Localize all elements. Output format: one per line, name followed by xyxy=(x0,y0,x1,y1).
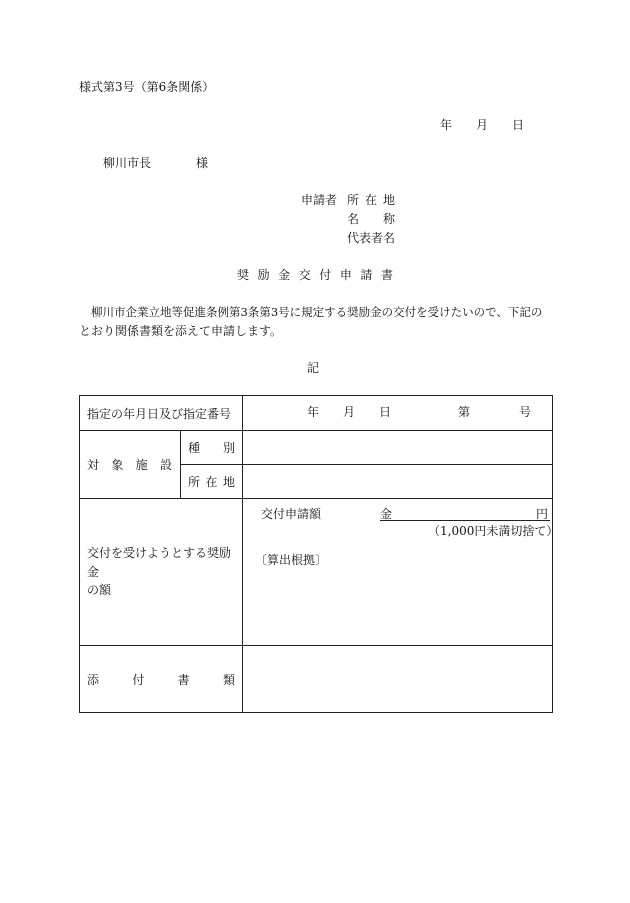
name-label: 名 称 xyxy=(347,212,395,226)
form-number: 様式第3号（第6条関係） xyxy=(79,80,215,94)
date-month-label: 月 xyxy=(476,118,489,132)
amount-label: 交付申請額 xyxy=(261,507,322,521)
addressee-name: 柳川市長 xyxy=(103,156,152,170)
designation-value xyxy=(243,396,552,430)
date-day-label: 日 xyxy=(512,118,525,132)
attachments-value-cell[interactable] xyxy=(243,646,553,713)
designation-day: 日 xyxy=(379,405,392,419)
attachments-row xyxy=(80,646,553,713)
designation-dai: 第 xyxy=(458,405,471,419)
location-label-cell xyxy=(181,465,243,499)
amount-underline xyxy=(380,520,550,521)
designation-month: 月 xyxy=(343,405,356,419)
document-title: 奨 励 金 交 付 申 請 書 xyxy=(237,268,393,282)
subsidy-value-cell[interactable] xyxy=(243,499,559,646)
attachments-label: 添 付 書 類 xyxy=(87,672,235,687)
type-label-cell xyxy=(181,431,243,465)
facility-label-cell xyxy=(80,431,181,499)
designation-year: 年 xyxy=(307,405,320,419)
subsidy-label-cell xyxy=(80,499,243,646)
designation-row xyxy=(80,396,553,431)
facility-label: 対 象 施 設 xyxy=(87,458,172,472)
facility-type-row xyxy=(80,431,553,465)
applicant-label: 申請者 xyxy=(301,193,338,207)
subsidy-row xyxy=(80,499,553,646)
kin-label: 金 xyxy=(380,507,393,521)
date-year-label: 年 xyxy=(440,118,453,132)
basis-label: 〔算出根拠〕 xyxy=(255,553,328,567)
body-line-2: とおり関係書類を添えて申請します。 xyxy=(79,324,283,338)
type-value-cell[interactable] xyxy=(243,431,553,465)
location-label: 所 在 地 xyxy=(188,475,236,489)
designation-value-cell[interactable] xyxy=(243,396,553,431)
representative-label: 代表者名 xyxy=(347,231,396,245)
designation-label-cell xyxy=(80,396,243,431)
designation-go: 号 xyxy=(519,405,532,419)
designation-label: 指定の年月日及び指定番号 xyxy=(87,406,232,421)
rounding-note: （1,000円未満切捨て） xyxy=(428,524,559,538)
attachments-label-cell xyxy=(80,646,243,713)
subsidy-value xyxy=(243,499,559,645)
addressee-honorific: 様 xyxy=(196,156,209,170)
yen-label: 円 xyxy=(536,507,549,521)
application-table xyxy=(79,395,559,713)
ki-label: 記 xyxy=(307,361,320,375)
type-label: 種 別 xyxy=(188,441,236,455)
body-line-1: 柳川市企業立地等促進条例第3条第3号に規定する奨励金の交付を受けたいので、下記の xyxy=(91,305,543,319)
subsidy-label: 交付を受けようとする奨励金 の額 xyxy=(87,546,232,598)
address-label: 所 在 地 xyxy=(347,193,395,207)
location-value-cell[interactable] xyxy=(243,465,553,499)
